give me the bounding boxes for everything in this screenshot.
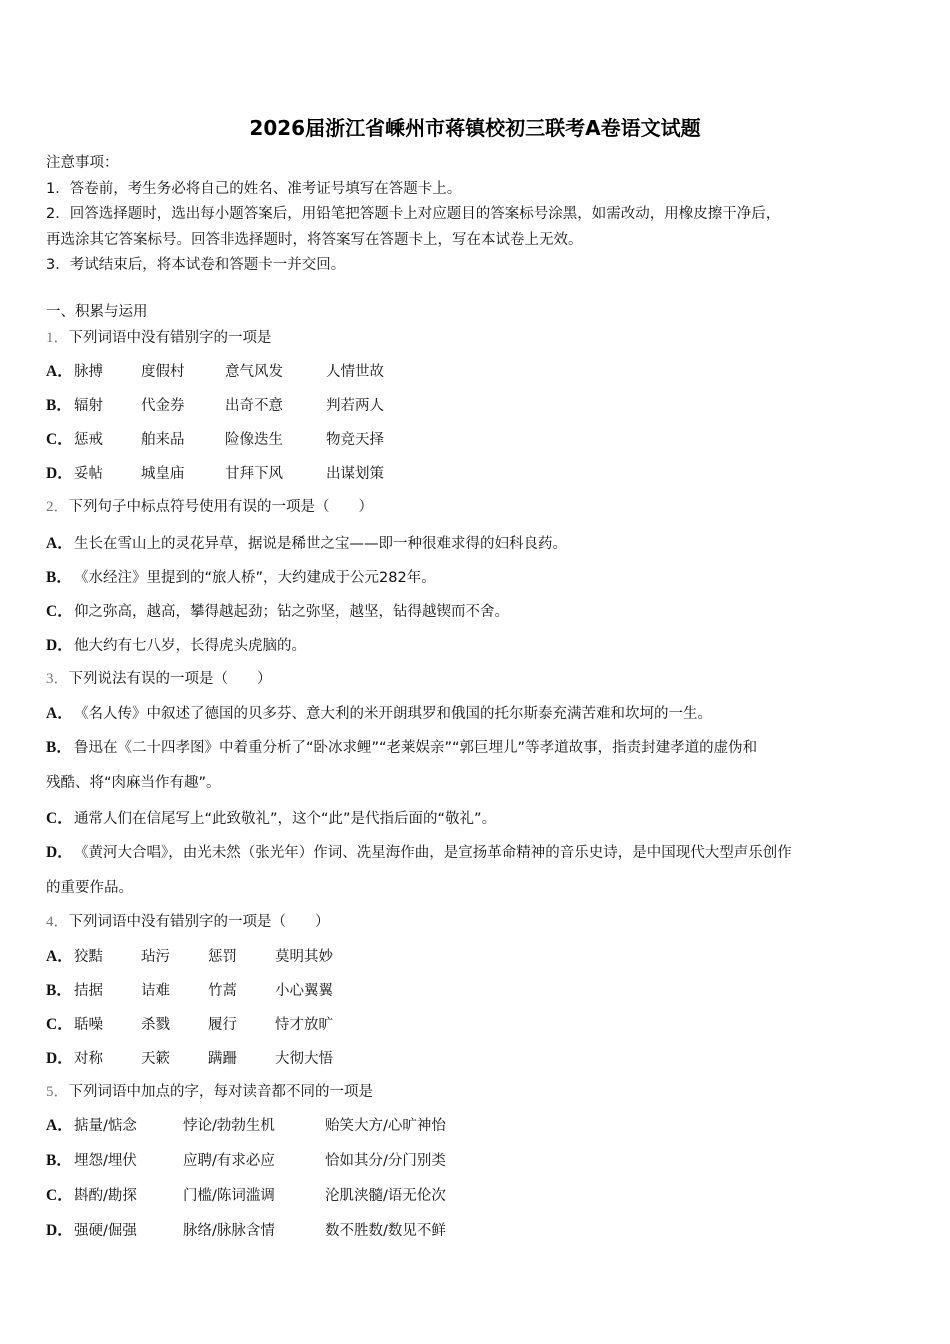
option-word: 代金券 [141, 398, 185, 414]
option-word: 意气风发 [225, 364, 283, 380]
option-word: 杀戮 [141, 1017, 170, 1033]
option-word: 诘难 [141, 983, 170, 999]
question-4-option-b [46, 978, 333, 1000]
option-letter: D． [46, 637, 73, 654]
question-5-option-b [46, 1148, 446, 1170]
option-word: 人情世故 [326, 364, 384, 380]
option-word: 大彻大悟 [275, 1051, 333, 1067]
question-4-option-a [46, 944, 333, 966]
option-word: 对称 [74, 1051, 103, 1067]
option-word: 恃才放旷 [275, 1017, 333, 1033]
question-2-option-a [46, 531, 567, 553]
question-number: 4． [46, 914, 69, 930]
option-word: 沦肌浃髓/语无伦次 [325, 1188, 446, 1204]
question-number: 5． [46, 1084, 69, 1100]
question-3-stem [46, 667, 272, 688]
option-letter: B． [46, 982, 72, 999]
option-word: 脉搏 [74, 364, 103, 380]
notice-block [46, 151, 916, 279]
option-word: 辐射 [74, 398, 103, 414]
question-number: 3． [46, 671, 69, 687]
option-letter: D． [46, 465, 73, 482]
notice-item: 1．答卷前，考生务必将自己的姓名、准考证号填写在答题卡上。 [46, 180, 462, 197]
question-5-option-d [46, 1218, 446, 1240]
option-letter: A． [46, 948, 73, 965]
option-letter: C． [46, 431, 73, 448]
option-word: 城皇庙 [141, 466, 185, 482]
option-word: 贻笑大方/心旷神怡 [325, 1118, 446, 1134]
section-heading: 一、积累与运用 [46, 304, 148, 320]
question-4-option-d [46, 1046, 333, 1068]
option-word: 物竞天择 [326, 432, 384, 448]
option-letter: B． [46, 397, 72, 414]
question-1-option-d [46, 461, 384, 483]
option-word: 应聘/有求必应 [183, 1153, 275, 1169]
notice-heading: 注意事项： [46, 155, 119, 171]
question-5-option-c [46, 1183, 446, 1205]
option-letter: D． [46, 1050, 73, 1067]
option-word: 天簌 [141, 1051, 170, 1067]
option-text: 他大约有七八岁，长得虎头虎脑的。 [74, 638, 306, 654]
option-word: 舶来品 [141, 432, 185, 448]
option-word: 竹蒿 [208, 983, 237, 999]
option-word: 小心翼翼 [275, 983, 333, 999]
question-2-option-d [46, 633, 306, 655]
option-letter: C． [46, 603, 73, 620]
question-2-stem [46, 495, 373, 516]
question-3-option-d [46, 840, 792, 862]
option-letter: A． [46, 363, 73, 380]
notice-item: 2．回答选择题时，选出每小题答案后，用铅笔把答题卡上对应题目的答案标号涂黑，如需改动，用橡皮擦干净后， [46, 206, 781, 222]
question-number: 1． [46, 330, 69, 346]
question-text: 下列词语中没有错别字的一项是（ ） [68, 914, 330, 930]
option-word: 斟酌/勘探 [74, 1188, 137, 1204]
option-letter: C． [46, 1016, 73, 1033]
option-word: 脉络/脉脉含情 [183, 1223, 275, 1239]
option-letter: A． [46, 1117, 73, 1134]
question-1-option-a [46, 359, 384, 381]
option-text: 《水经注》里提到的“旅人桥”，大约建成于公元282年。 [74, 570, 436, 586]
question-1-option-c [46, 427, 384, 449]
question-2-option-c [46, 599, 509, 621]
question-1-option-b [46, 393, 384, 415]
notice-item: 再选涂其它答案标号。回答非选择题时，将答案写在答题卡上，写在本试卷上无效。 [46, 231, 583, 248]
notice-item: 3．考试结束后，将本试卷和答题卡一并交回。 [46, 257, 346, 273]
option-word: 埋怨/埋伏 [74, 1153, 137, 1169]
option-letter: A． [46, 535, 73, 552]
option-word: 聒噪 [74, 1017, 103, 1033]
option-text: 《名人传》中叙述了德国的贝多芬、意大利的米开朗琪罗和俄国的托尔斯泰充满苦难和坎坷的一生。 [74, 706, 712, 722]
option-letter: C． [46, 1187, 73, 1204]
question-2-option-b [46, 565, 436, 587]
option-word: 莫明其妙 [275, 949, 333, 965]
question-3-option-d-continuation: 的重要作品。 [46, 880, 133, 896]
option-word: 出奇不意 [225, 398, 283, 414]
option-letter: A． [46, 705, 73, 722]
option-word: 玷污 [141, 949, 170, 965]
question-3-option-a [46, 701, 712, 723]
option-word: 妥帖 [74, 466, 103, 482]
option-word: 强硬/倔强 [74, 1223, 137, 1239]
option-text: 仰之弥高，越高，攀得越起劲；钻之弥坚，越坚，钻得越锲而不舍。 [74, 604, 509, 620]
question-4-stem [46, 910, 330, 931]
option-word: 拮据 [74, 983, 103, 999]
question-3-option-b-continuation: 残酷、将“肉麻当作有趣”。 [46, 775, 221, 791]
question-text: 下列说法有误的一项是（ ） [68, 671, 272, 687]
option-word: 蹒跚 [208, 1051, 237, 1067]
option-text: 鲁迅在《二十四孝图》中着重分析了“卧冰求鲤”“老莱娱亲”“郭巨埋儿”等孝道故事，指责封建孝道的虚伪和 [74, 740, 758, 756]
question-text: 下列词语中加点的字，每对读音都不同的一项是 [68, 1084, 374, 1100]
option-word: 出谋划策 [326, 466, 384, 482]
question-number: 2． [46, 499, 69, 515]
option-word: 险像迭生 [225, 432, 283, 448]
option-word: 判若两人 [326, 398, 384, 414]
option-word: 惩戒 [74, 432, 103, 448]
option-word: 狡黠 [74, 949, 103, 965]
option-word: 恰如其分/分门别类 [325, 1153, 446, 1169]
option-letter: D． [46, 1222, 73, 1239]
question-text: 下列词语中没有错别字的一项是 [68, 330, 272, 346]
option-word: 度假村 [141, 364, 185, 380]
option-word: 数不胜数/数见不鲜 [325, 1223, 446, 1239]
option-text: 生长在雪山上的灵花异草，据说是稀世之宝——即一种很难求得的妇科良药。 [74, 536, 567, 552]
question-text: 下列句子中标点符号使用有误的一项是（ ） [68, 499, 374, 515]
question-1-stem [46, 326, 272, 347]
option-word: 履行 [208, 1017, 237, 1033]
question-3-option-c [46, 806, 496, 828]
question-5-option-a [46, 1113, 446, 1135]
option-letter: B． [46, 569, 72, 586]
option-letter: B． [46, 1152, 72, 1169]
option-text: 《黄河大合唱》，由光未然（张光年）作词、冼星海作曲，是宣扬革命精神的音乐史诗，是中国现代大型声乐创作 [74, 845, 792, 861]
option-text: 通常人们在信尾写上“此致敬礼”，这个“此”是代指后面的“敬礼”。 [74, 811, 497, 827]
option-word: 门槛/陈词滥调 [183, 1188, 275, 1204]
option-word: 惩罚 [208, 949, 237, 965]
question-5-stem [46, 1080, 373, 1101]
option-word: 甘拜下风 [225, 466, 283, 482]
document-title: 2026届浙江省嵊州市蒋镇校初三联考A卷语文试题 [249, 116, 701, 140]
option-word: 掂量/惦念 [74, 1118, 137, 1134]
option-letter: B． [46, 739, 72, 756]
option-letter: C． [46, 810, 73, 827]
question-3-option-b [46, 735, 757, 757]
option-word: 悖论/勃勃生机 [183, 1118, 275, 1134]
question-4-option-c [46, 1012, 333, 1034]
option-letter: D． [46, 844, 73, 861]
